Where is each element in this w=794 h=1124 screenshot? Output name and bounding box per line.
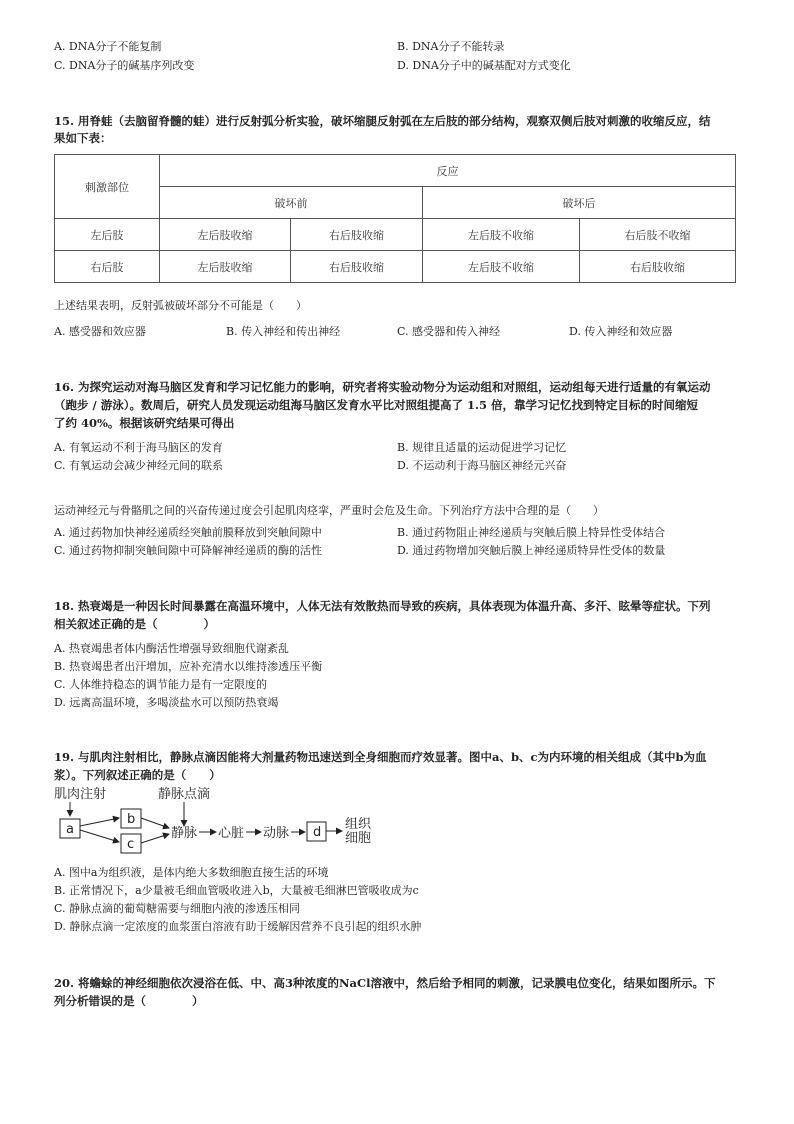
arrow-a-to-c (80, 830, 119, 842)
node-artery: 动脉 (263, 826, 290, 841)
q17-option-d: D. 通过药物增加突触后膜上神经递质特异性受体的数量 (397, 544, 666, 557)
header-after: 破坏后 (423, 187, 736, 219)
table-cell: 右后肢收缩 (291, 219, 423, 251)
node-tissue-line2: 细胞 (345, 831, 372, 846)
q16-stem-line1: 16. 为探究运动对海马脑区发育和学习记忆能力的影响，研究者将实验动物分为运动组和对照组，运动组每天进行适量的有氧运动 (54, 380, 711, 394)
q15-option-c: C. 感受器和传入神经 (397, 325, 501, 338)
q18-stem-line2: 相关叙述正确的是（ ） (54, 617, 215, 631)
q17-option-a: A. 通过药物加快神经递质经突触前膜释放到突触间隙中 (54, 526, 322, 539)
q15-results-table (54, 154, 736, 283)
q19-stem-line2: 浆）。下列叙述正确的是（ ） (54, 768, 221, 782)
q19-option-a: A. 图中a为组织液，是体内绝大多数细胞直接生活的环境 (54, 866, 329, 879)
q15-stem-line1: 15. 用脊蛙（去脑留脊髓的蛙）进行反射弧分析实验，破坏缩腿反射弧在左后肢的部分结构，观察双侧后肢对刺激的收缩反应，结 (54, 114, 711, 128)
q16-option-d: D. 不运动利于海马脑区神经元兴奋 (397, 459, 567, 472)
table-cell: 左后肢 (55, 219, 160, 251)
q19-option-b: B. 正常情况下，a少量被毛细血管吸收进入b，大量被毛细淋巴管吸收成为c (54, 884, 419, 897)
table-cell: 左后肢收缩 (160, 251, 291, 283)
box-d-label: d (313, 825, 322, 840)
q17-option-c: C. 通过药物抑制突触间隙中可降解神经递质的酶的活性 (54, 544, 323, 557)
arrow-b-to-vein (141, 818, 169, 828)
q16-option-c: C. 有氧运动会减少神经元间的联系 (54, 459, 224, 472)
table-cell: 右后肢 (55, 251, 160, 283)
q16-stem-line2: （跑步 / 游泳）。数周后，研究人员发现运动组海马脑区发育水平比对照组提高了 1.5 倍，靠学习记忆找到特定目标的时间缩短 (54, 398, 698, 412)
q19-option-c: C. 静脉点滴的葡萄糖需要与细胞内液的渗透压相同 (54, 902, 301, 915)
q15-option-b: B. 传入神经和传出神经 (226, 325, 341, 338)
arrow-a-to-b (80, 818, 119, 826)
q16-option-b: B. 规律且适量的运动促进学习记忆 (397, 441, 567, 454)
header-reaction: 反应 (160, 155, 736, 187)
q17-option-b: B. 通过药物阻止神经递质与突触后膜上特异性受体结合 (397, 526, 666, 539)
q18-option-a: A. 热衰竭患者体内酶活性增强导致细胞代谢紊乱 (54, 642, 289, 655)
q19-flow-diagram (54, 784, 414, 864)
box-a-label: a (66, 822, 74, 837)
node-heart: 心脏 (218, 826, 245, 841)
q15-followup: 上述结果表明，反射弧被破坏部分不可能是（ ） (54, 299, 307, 312)
q15-option-a: A. 感受器和效应器 (54, 325, 146, 338)
table-cell: 右后肢收缩 (291, 251, 423, 283)
box-b-label: b (127, 812, 136, 827)
q18-option-b: B. 热衰竭患者出汗增加，应补充清水以维持渗透压平衡 (54, 660, 323, 673)
q18-option-d: D. 远离高温环境，多喝淡盐水可以预防热衰竭 (54, 696, 279, 709)
q16-option-a: A. 有氧运动不利于海马脑区的发育 (54, 441, 223, 454)
table-cell: 右后肢收缩 (580, 251, 736, 283)
table-cell: 左后肢不收缩 (423, 251, 580, 283)
table-cell: 左后肢不收缩 (423, 219, 580, 251)
q15-stem-line2: 果如下表： (54, 131, 112, 145)
arrow-c-to-vein (141, 834, 169, 843)
q17-stem: 运动神经元与骨骼肌之间的兴奋传递过度会引起肌肉痉挛，严重时会危及生命。下列治疗方法中合理的是（ ） (54, 504, 604, 517)
q20-stem-line1: 20. 将蟾蜍的神经细胞依次浸浴在低、中、高3种浓度的NaCl溶液中，然后给予相同的刺激，记录膜电位变化，结果如图所示。下 (54, 976, 716, 990)
table-cell: 左后肢收缩 (160, 219, 291, 251)
header-stim-site: 刺激部位 (55, 155, 160, 219)
header-before: 破坏前 (160, 187, 423, 219)
table-row (55, 251, 736, 283)
q18-stem-line1: 18. 热衰竭是一种因长时间暴露在高温环境中，人体无法有效散热而导致的疾病，具体表现为体温升高、多汗、眩晕等症状。下列 (54, 599, 711, 613)
q16-stem-line3: 了约 40%。根据该研究结果可得出 (54, 416, 235, 430)
q14-option-c: C. DNA分子的碱基序列改变 (54, 59, 195, 72)
label-iv-drip: 静脉点滴 (158, 787, 211, 802)
node-tissue-line1: 组织 (345, 817, 372, 832)
node-vein: 静脉 (171, 826, 198, 841)
q14-option-d: D. DNA分子中的碱基配对方式变化 (397, 59, 571, 72)
q14-option-a: A. DNA分子不能复制 (54, 40, 162, 53)
q18-option-c: C. 人体维持稳态的调节能力是有一定限度的 (54, 678, 268, 691)
q15-option-d: D. 传入神经和效应器 (569, 325, 673, 338)
table-cell: 右后肢不收缩 (580, 219, 736, 251)
q14-option-b: B. DNA分子不能转录 (397, 40, 505, 53)
label-intramuscular: 肌肉注射 (54, 787, 107, 802)
box-c-label: c (127, 837, 135, 852)
q19-option-d: D. 静脉点滴一定浓度的血浆蛋白溶液有助于缓解因营养不良引起的组织水肿 (54, 920, 422, 933)
table-row (55, 219, 736, 251)
q19-stem-line1: 19. 与肌肉注射相比，静脉点滴因能将大剂量药物迅速送到全身细胞而疗效显著。图中a、b、c为内环境的相关组成（其中b为血 (54, 750, 707, 764)
q20-stem-line2: 列分析错误的是（ ） (54, 994, 204, 1008)
